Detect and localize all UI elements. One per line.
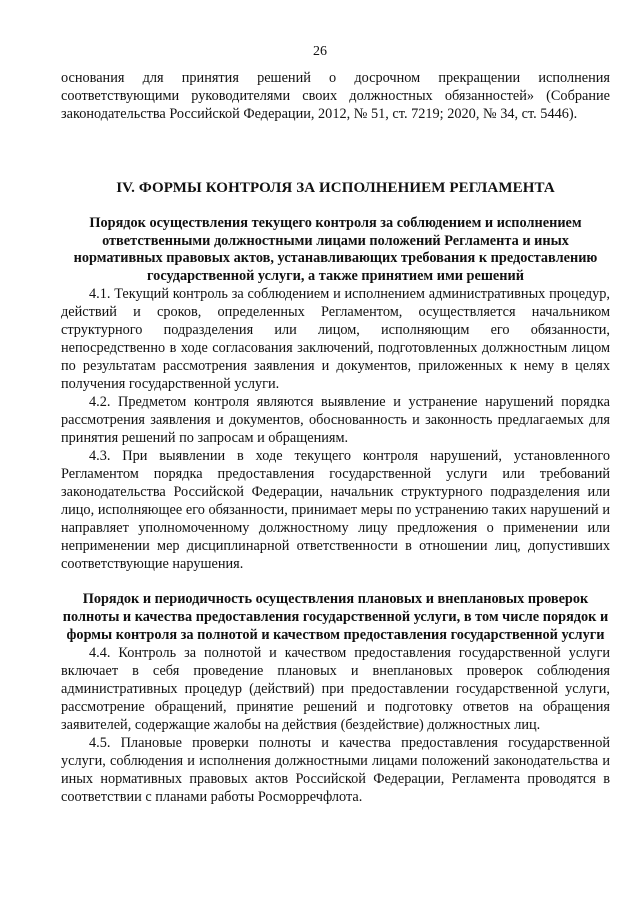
- paragraph-4-1: 4.1. Текущий контроль за соблюдением и исполнением административных процедур, действий и сроков, определенных Регламентом, осуществляется начальником структурного подразделения или лицом, исполняющим его обязанности, непосредственно в ходе согласования заключений, подготовленных должностным лицом по результатам рассмотрения заявления и документов, приложенных к нему в целях получения государственной услуги.: [61, 286, 610, 393]
- paragraph-4-2: 4.2. Предметом контроля являются выявление и устранение нарушений порядка рассмотрения заявления и документов, обоснованность и законность предлагаемых для принятия решений по запросам и обращениям.: [61, 394, 610, 447]
- paragraph-4-3: 4.3. При выявлении в ходе текущего контроля нарушений, установленного Регламентом порядка предоставления государственной услуги или требований законодательства Российской Федерации, начальник структурного подразделения или лицо, исполняющее его обязанности, принимает меры по устранению таких нарушений и направляет уполномоченному должностному лицу предложения о применении или неприменении мер дисциплинарной ответственности в отношении лиц, допустивших соответствующие нарушения.: [61, 448, 610, 573]
- paragraph-4-4: 4.4. Контроль за полнотой и качеством предоставления государственной услуги включает в себя проведение плановых и внеплановых проверок соблюдения административных процедур (действий) при предоставлении государственной услуги, рассмотрение обращений, принятие решений и подготовку ответов на обращения заявителей, содержащие жалобы на действия (бездействие) должностных лиц.: [61, 645, 610, 734]
- intro-paragraph: основания для принятия решений о досрочном прекращении исполнения соответствующими руководителями своих должностных обязанностей» (Собрание законодательства Российской Федерации, 2012, № 51, ст. 7219; 2020, № 34, ст. 5446).: [61, 70, 610, 122]
- paragraph-4-5: 4.5. Плановые проверки полноты и качества предоставления государственной услуги, соблюдения и исполнения должностными лицами положений законодательства и иных нормативных правовых актов Российской Федерации, Регламента проводятся в соответствии с планами работы Росморречфлота.: [61, 735, 610, 806]
- page-number: 26: [313, 44, 327, 59]
- page-content: [61, 69, 610, 806]
- chapter-title: IV. ФОРМЫ КОНТРОЛЯ ЗА ИСПОЛНЕНИЕМ РЕГЛАМЕНТА: [116, 180, 555, 196]
- section-title-inspections: Порядок и периодичность осуществления плановых и внеплановых проверок полноты и качества предоставления государственной услуги, в том числе порядок и формы контроля за полнотой и качеством предоставления государственной услуги: [62, 591, 609, 643]
- section-title-current-control: Порядок осуществления текущего контроля за соблюдением и исполнением ответственными должностными лицами положений Регламента и иных нормативных правовых актов, устанавливающих требования к предоставлению государственной услуги, а также принятием ими решений: [73, 215, 598, 284]
